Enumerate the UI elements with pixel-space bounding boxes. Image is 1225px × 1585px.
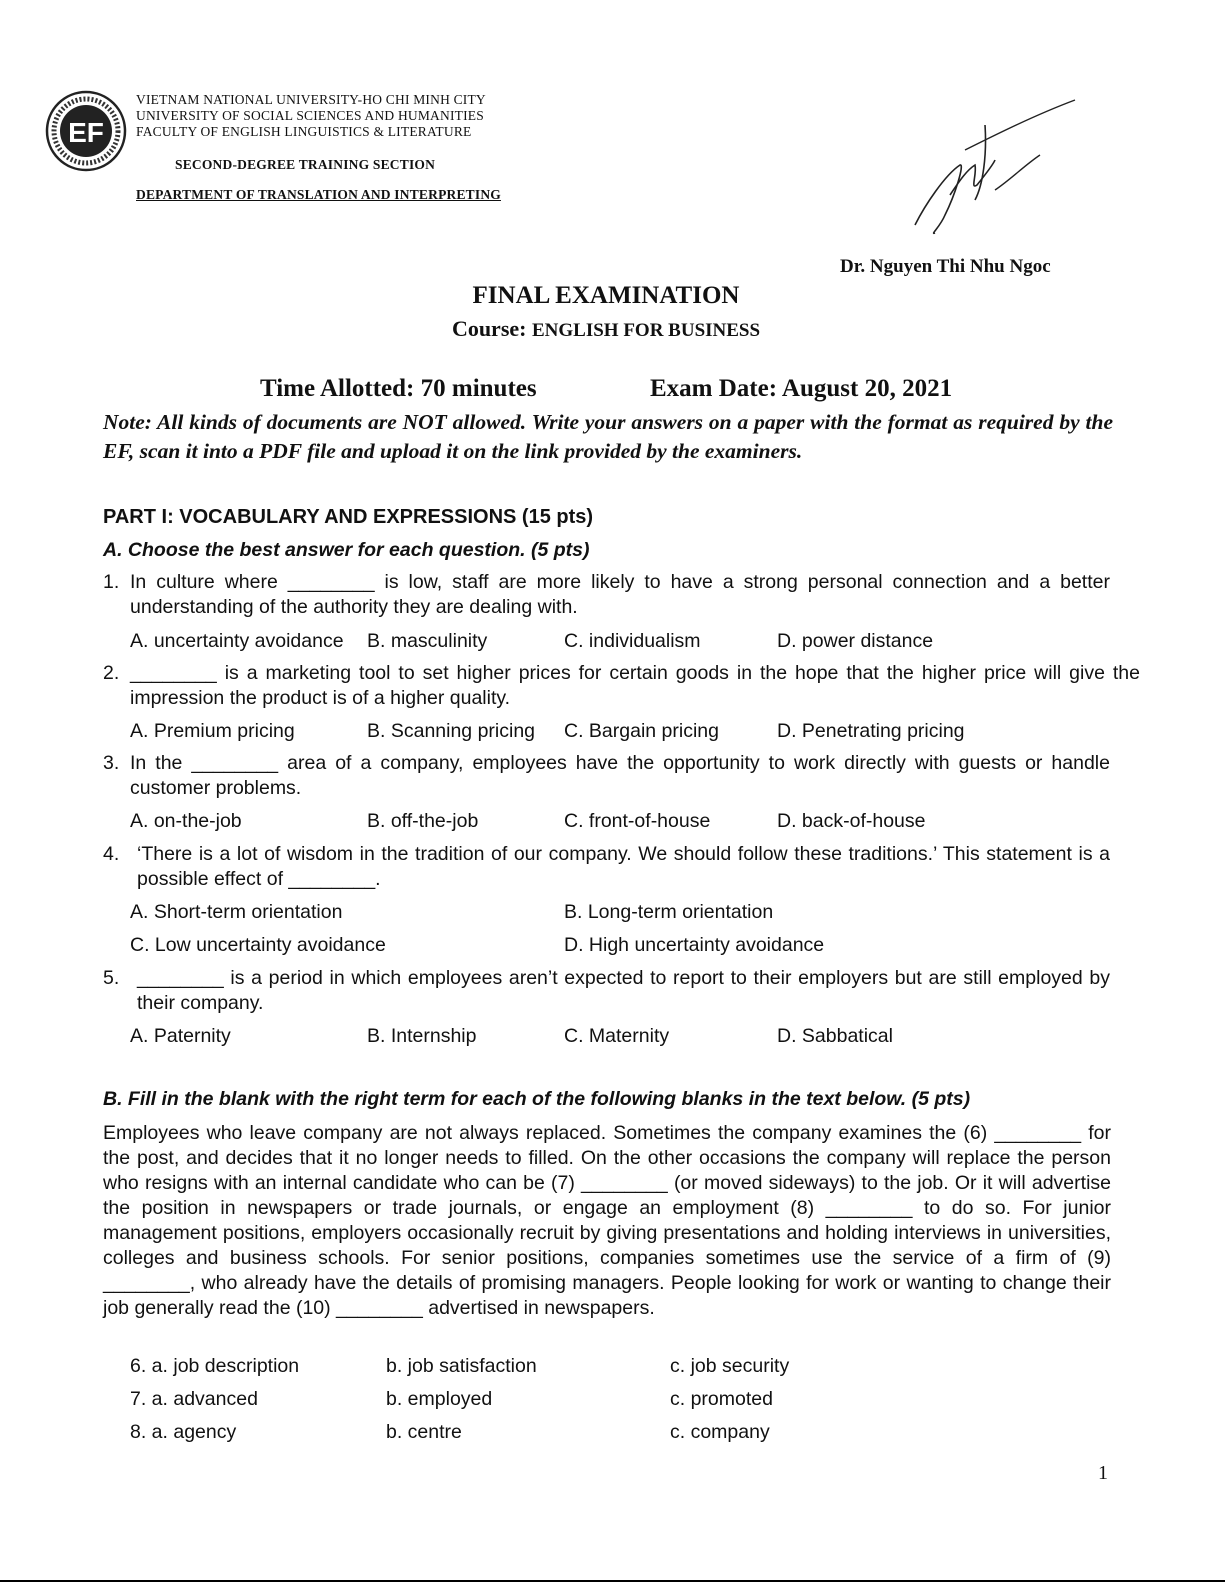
answer-option: D. power distance xyxy=(777,630,934,652)
cloze-option: b. centre xyxy=(386,1421,462,1443)
cloze-passage: Employees who leave company are not always replaced. Sometimes the company examines the (6) ________ for the post, and decides that it no longer needs to filled. On the other occasions the company will replace the person who resigns with an internal candidate who can be (7) ________ (or moved sideways) to the job. Or it will advertise the position in newspapers or trade journals, or engage an employment (8) ________ to do so. For junior management positions, employers occasionally recruit by giving presentations and holding interviews in universities, colleges and business schools. For senior positions, companies sometimes use the service of a firm of (9) ________, who already have the details of promising managers. People looking for work or wanting to change their job generally read the (10) ________ advertised in newspapers. xyxy=(103,1122,1111,1319)
answer-option: B. off-the-job xyxy=(367,810,479,832)
answer-option: A. on-the-job xyxy=(130,810,242,832)
cloze-option: 7. a. advanced xyxy=(130,1388,258,1410)
answer-option: A. Paternity xyxy=(130,1025,231,1047)
header-line-section: SECOND-DEGREE TRAINING SECTION xyxy=(175,157,436,172)
question-text: ________ is a marketing tool to set higher prices for certain goods in the hope that the higher price will give the impression the product is of a higher quality. xyxy=(130,662,1140,709)
course-line xyxy=(0,316,1212,342)
answer-option: D. back-of-house xyxy=(777,810,926,832)
question-number: 1. xyxy=(103,571,120,593)
faculty-logo xyxy=(45,90,127,172)
cloze-option: c. promoted xyxy=(670,1388,773,1410)
exam-date: Exam Date: August 20, 2021 xyxy=(650,375,953,402)
handwritten-signature xyxy=(905,95,1080,245)
cloze-option: c. company xyxy=(670,1421,770,1443)
question-text: ________ is a period in which employees aren’t expected to report to their employers but are still employed by their company. xyxy=(137,967,1110,1014)
header-line-school: UNIVERSITY OF SOCIAL SCIENCES AND HUMANITIES xyxy=(136,108,484,123)
answer-option: A. uncertainty avoidance xyxy=(130,630,344,652)
exam-note: Note: All kinds of documents are NOT allowed. Write your answers on a paper with the format as required by the EF, scan it into a PDF file and upload it on the link provided by the examiners. xyxy=(103,410,1113,463)
cloze-option: 8. a. agency xyxy=(130,1421,237,1443)
part1-heading: PART I: VOCABULARY AND EXPRESSIONS (15 pts) xyxy=(103,506,594,528)
page-number: 1 xyxy=(1098,1462,1108,1484)
question-number: 3. xyxy=(103,752,120,774)
logo-text: EF xyxy=(68,117,104,148)
answer-option: B. Long-term orientation xyxy=(564,901,774,923)
answer-option: A. Premium pricing xyxy=(130,720,295,742)
answer-option: B. masculinity xyxy=(367,630,488,652)
question-number: 2. xyxy=(103,662,120,684)
cloze-option: b. employed xyxy=(386,1388,493,1410)
question-number: 5. xyxy=(103,967,120,989)
header-line-university: VIETNAM NATIONAL UNIVERSITY-HO CHI MINH CITY xyxy=(136,92,486,107)
signer-name: Dr. Nguyen Thi Nhu Ngoc xyxy=(840,256,1051,277)
answer-option: D. Penetrating pricing xyxy=(777,720,965,742)
page-bottom-rule xyxy=(0,1580,1225,1582)
header-line-department: DEPARTMENT OF TRANSLATION AND INTERPRETING xyxy=(136,187,501,202)
course-label: Course: xyxy=(451,316,532,341)
answer-option: C. Low uncertainty avoidance xyxy=(130,934,386,956)
question-number: 4. xyxy=(103,843,120,865)
answer-option: C. Bargain pricing xyxy=(564,720,719,742)
answer-option: A. Short-term orientation xyxy=(130,901,343,923)
section-a-heading: A. Choose the best answer for each question. (5 pts) xyxy=(103,539,590,561)
answer-option: C. Maternity xyxy=(564,1025,670,1047)
course-name: ENGLISH FOR BUSINESS xyxy=(531,320,761,341)
answer-option: C. front-of-house xyxy=(564,810,711,832)
cloze-option: b. job satisfaction xyxy=(386,1355,537,1377)
header-line-faculty: FACULTY OF ENGLISH LINGUISTICS & LITERATURE xyxy=(136,124,472,139)
answer-option: B. Internship xyxy=(367,1025,477,1047)
answer-option: C. individualism xyxy=(564,630,701,652)
question-text: In culture where ________ is low, staff are more likely to have a strong personal connection and a better understanding of the authority they are dealing with. xyxy=(130,571,1110,618)
question-text: ‘There is a lot of wisdom in the tradition of our company. We should follow these traditions.’ This statement is a possible effect of ________. xyxy=(137,843,1110,890)
answer-option: D. High uncertainty avoidance xyxy=(564,934,825,956)
exam-title: FINAL EXAMINATION xyxy=(472,282,740,309)
question-text: In the ________ area of a company, employees have the opportunity to work directly with guests or handle customer problems. xyxy=(130,752,1110,799)
section-b-heading: B. Fill in the blank with the right term for each of the following blanks in the text below. (5 pts) xyxy=(103,1088,971,1110)
time-allotted: Time Allotted: 70 minutes xyxy=(260,375,537,402)
cloze-option: 6. a. job description xyxy=(130,1355,300,1377)
cloze-option: c. job security xyxy=(670,1355,790,1377)
answer-option: D. Sabbatical xyxy=(777,1025,893,1047)
answer-option: B. Scanning pricing xyxy=(367,720,536,742)
